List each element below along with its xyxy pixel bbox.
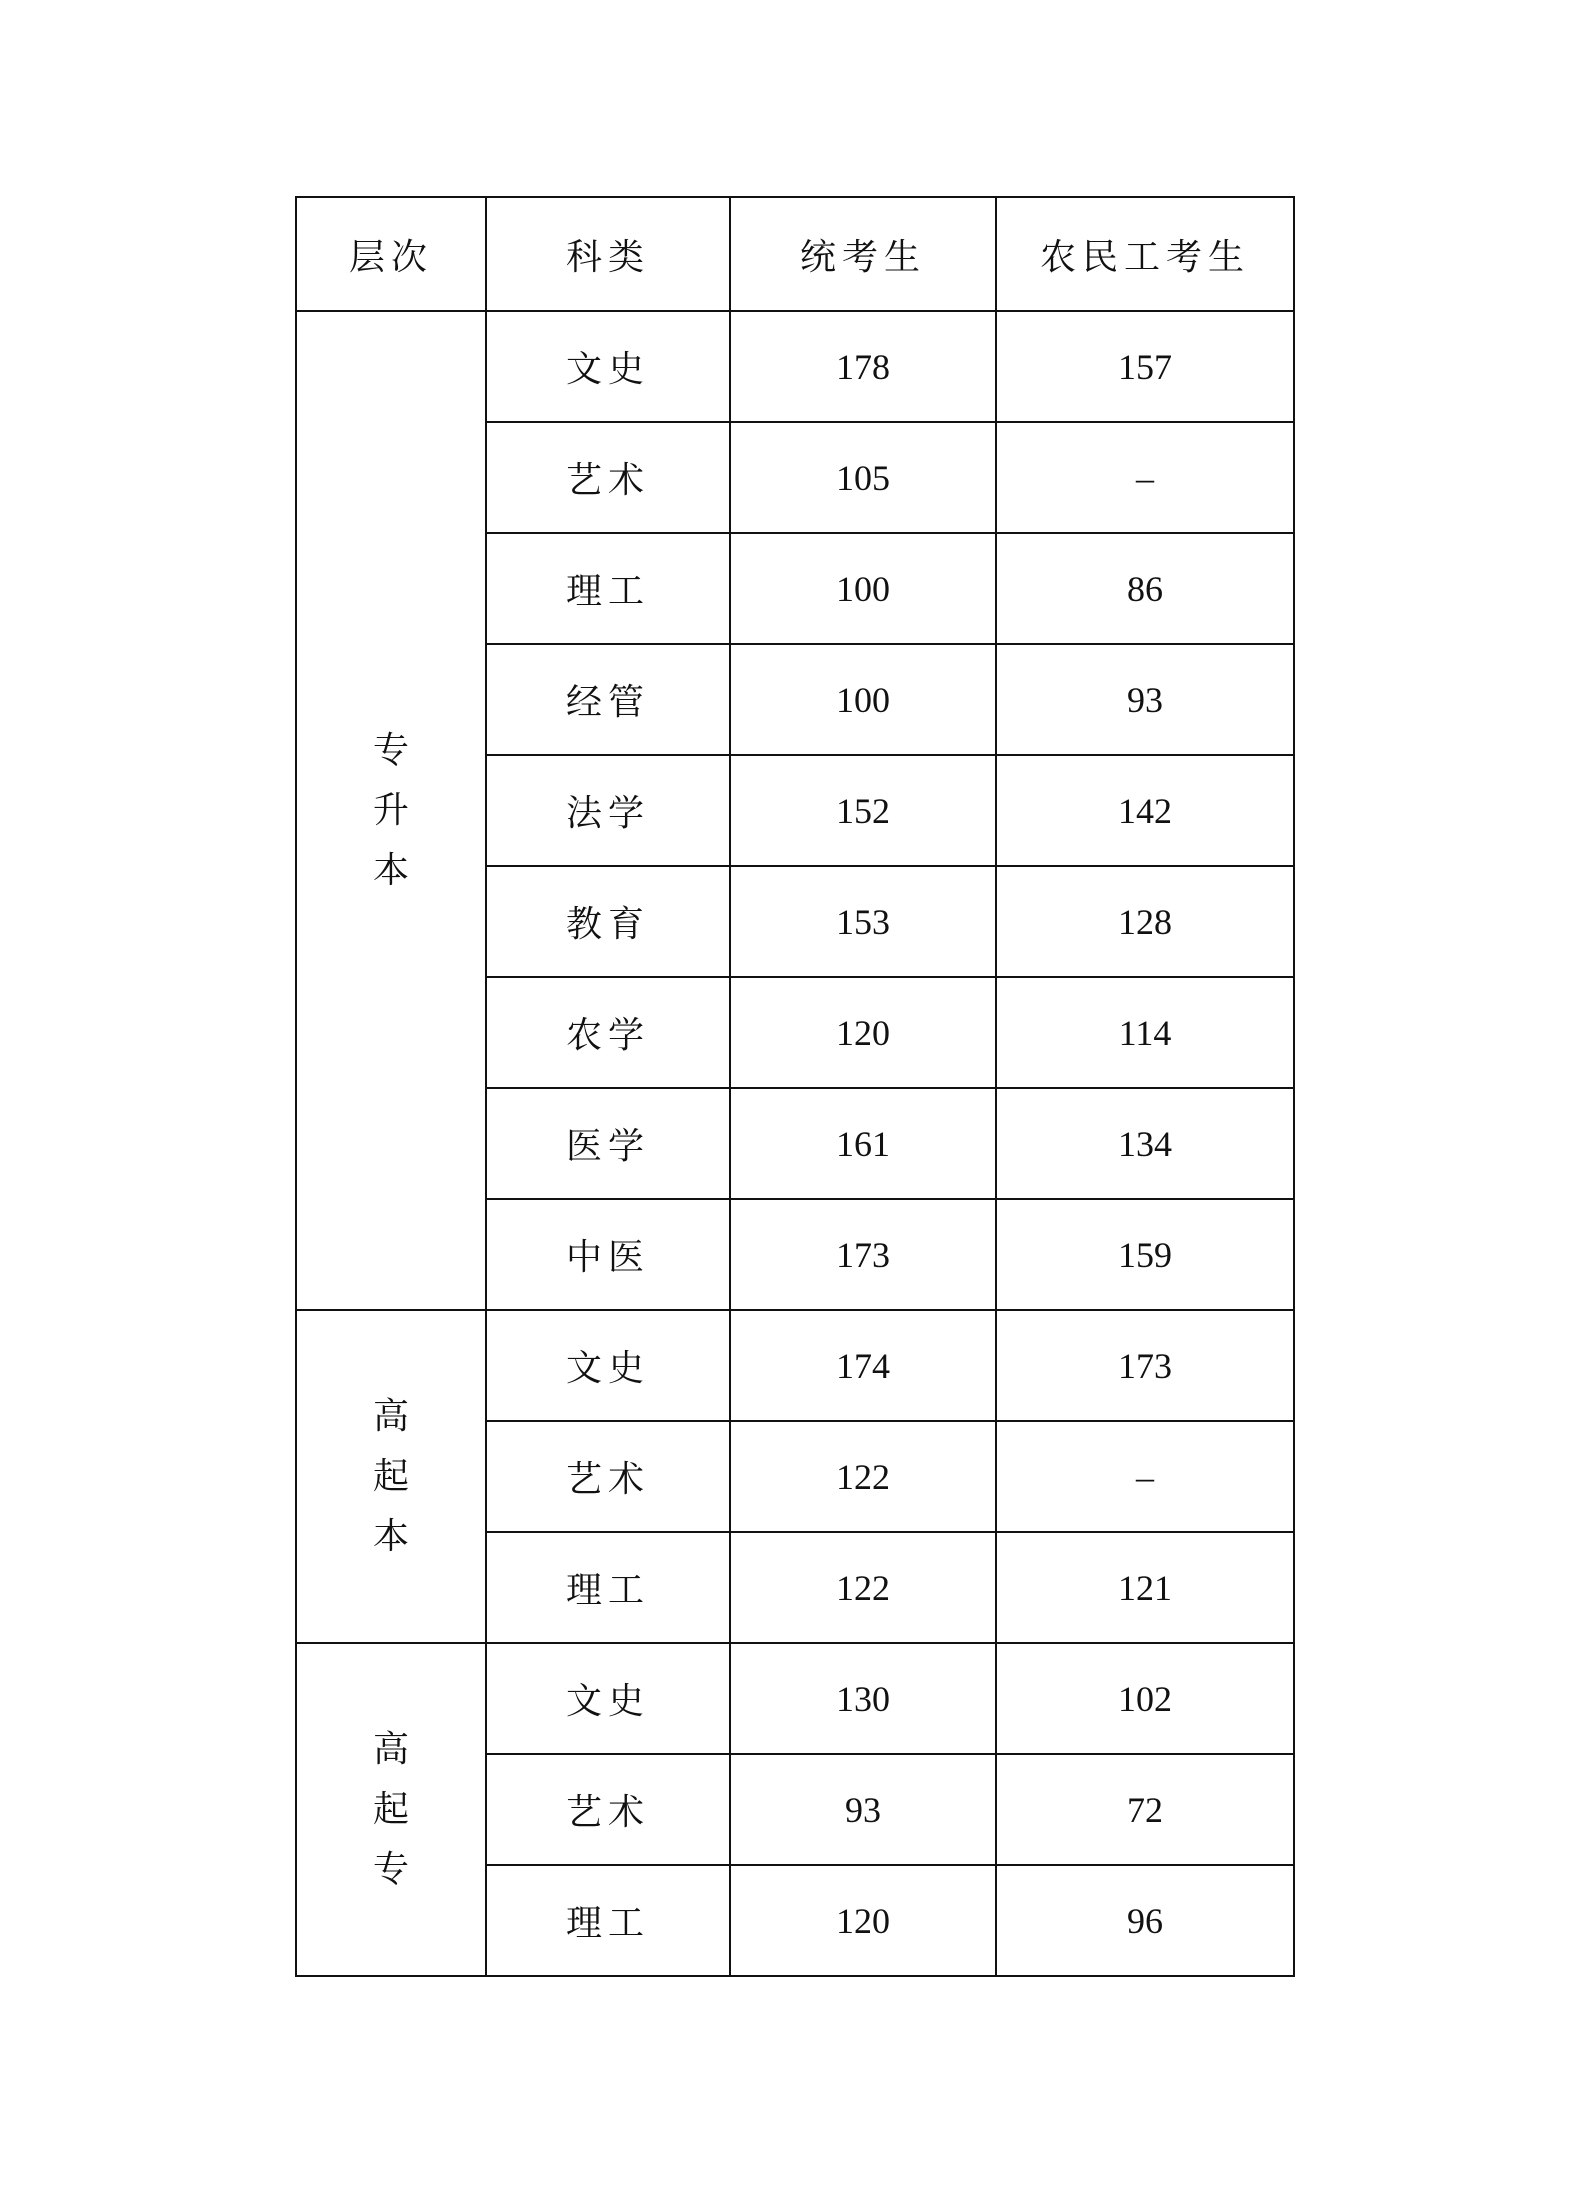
subject-cell: 艺术	[486, 1754, 730, 1865]
subject-cell: 经管	[486, 644, 730, 755]
subject-cell: 农学	[486, 977, 730, 1088]
regular-score-cell: 130	[730, 1643, 996, 1754]
regular-score-cell: 100	[730, 644, 996, 755]
regular-score-cell: 93	[730, 1754, 996, 1865]
regular-score-cell: 122	[730, 1532, 996, 1643]
subject-cell: 理工	[486, 533, 730, 644]
subject-cell: 医学	[486, 1088, 730, 1199]
score-table	[295, 196, 1295, 1977]
header-level: 层次	[296, 197, 486, 311]
regular-score-cell: 174	[730, 1310, 996, 1421]
regular-score-cell: 100	[730, 533, 996, 644]
level-char: 专	[372, 1848, 409, 1890]
worker-score-cell: 102	[996, 1643, 1294, 1754]
worker-score-cell: 159	[996, 1199, 1294, 1310]
header-row	[296, 197, 1294, 311]
level-cell-zhuanshengben	[296, 311, 486, 1310]
subject-cell: 艺术	[486, 1421, 730, 1532]
subject-cell: 中医	[486, 1199, 730, 1310]
worker-score-cell: 96	[996, 1865, 1294, 1976]
level-char: 起	[372, 1788, 409, 1830]
level-char: 升	[372, 789, 409, 831]
worker-score-cell: –	[996, 1421, 1294, 1532]
worker-score-cell: 86	[996, 533, 1294, 644]
regular-score-cell: 120	[730, 1865, 996, 1976]
regular-score-cell: 153	[730, 866, 996, 977]
subject-cell: 文史	[486, 1310, 730, 1421]
level-char: 专	[372, 729, 409, 771]
level-cell-gaoqiben	[296, 1310, 486, 1643]
subject-cell: 法学	[486, 755, 730, 866]
table-body	[296, 311, 1294, 1976]
level-cell-gaoqizhuan	[296, 1643, 486, 1976]
table-row	[296, 1310, 1294, 1421]
level-char: 本	[372, 1515, 409, 1557]
regular-score-cell: 178	[730, 311, 996, 422]
table-row	[296, 311, 1294, 422]
worker-score-cell: 128	[996, 866, 1294, 977]
table-row	[296, 1643, 1294, 1754]
regular-score-cell: 161	[730, 1088, 996, 1199]
subject-cell: 文史	[486, 311, 730, 422]
worker-score-cell: 157	[996, 311, 1294, 422]
worker-score-cell: 114	[996, 977, 1294, 1088]
subject-cell: 理工	[486, 1865, 730, 1976]
subject-cell: 教育	[486, 866, 730, 977]
worker-score-cell: 173	[996, 1310, 1294, 1421]
subject-cell: 文史	[486, 1643, 730, 1754]
level-char: 本	[372, 849, 409, 891]
regular-score-cell: 122	[730, 1421, 996, 1532]
level-char: 起	[372, 1455, 409, 1497]
level-char: 高	[372, 1395, 409, 1437]
subject-cell: 艺术	[486, 422, 730, 533]
regular-score-cell: 120	[730, 977, 996, 1088]
subject-cell: 理工	[486, 1532, 730, 1643]
regular-score-cell: 152	[730, 755, 996, 866]
worker-score-cell: 93	[996, 644, 1294, 755]
worker-score-cell: 72	[996, 1754, 1294, 1865]
worker-score-cell: 142	[996, 755, 1294, 866]
worker-score-cell: –	[996, 422, 1294, 533]
regular-score-cell: 173	[730, 1199, 996, 1310]
worker-score-cell: 134	[996, 1088, 1294, 1199]
worker-score-cell: 121	[996, 1532, 1294, 1643]
header-worker: 农民工考生	[996, 197, 1294, 311]
header-subject: 科类	[486, 197, 730, 311]
header-regular: 统考生	[730, 197, 996, 311]
regular-score-cell: 105	[730, 422, 996, 533]
level-char: 高	[372, 1728, 409, 1770]
